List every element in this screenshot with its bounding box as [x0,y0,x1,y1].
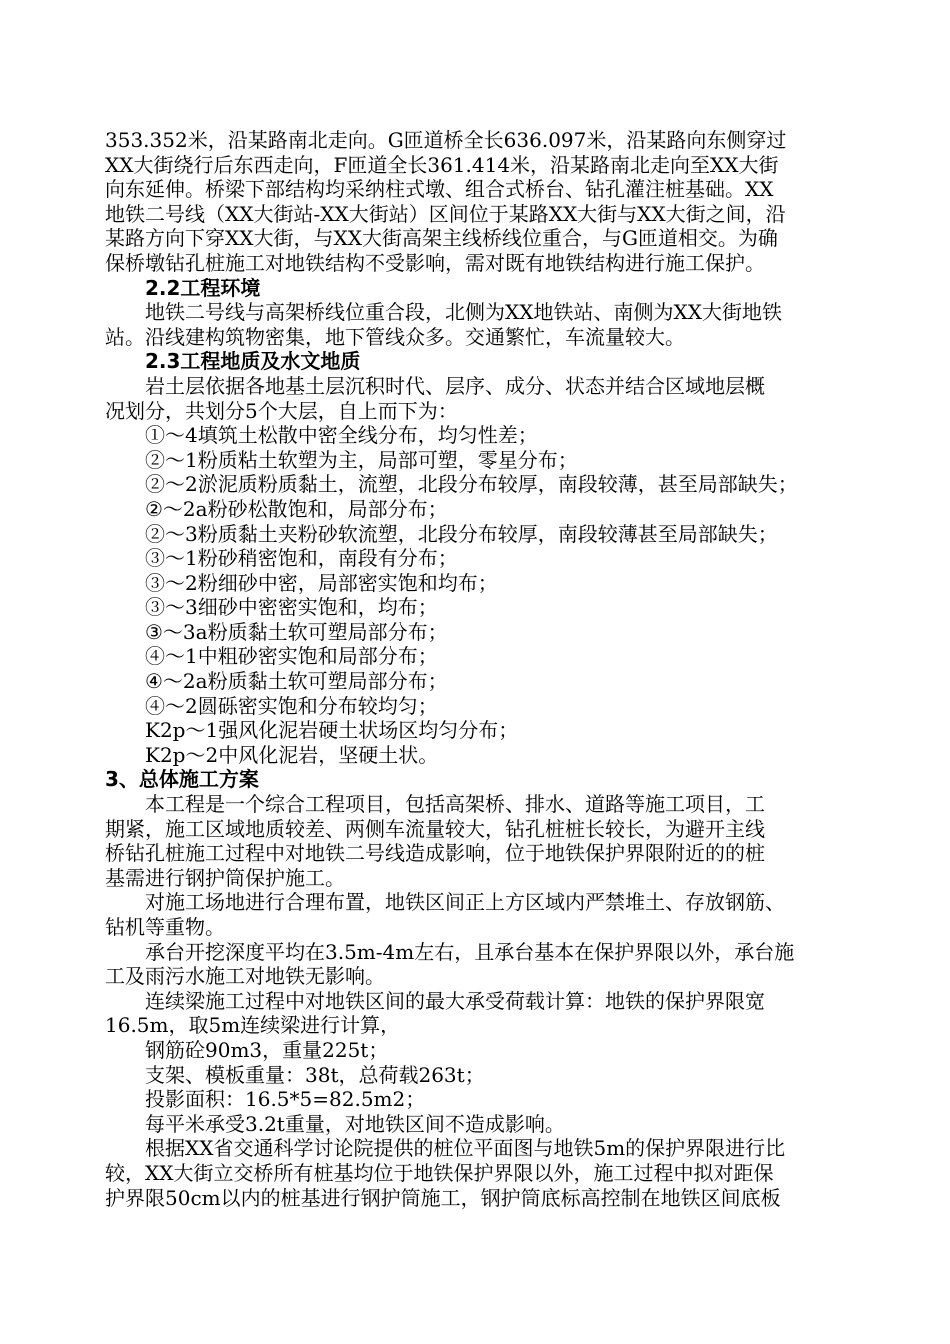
list-item: ③～3细砂中密密实饱和，均布； [145,595,438,620]
paragraph-line: 工及雨污水施工对地铁无影响。 [105,964,385,989]
paragraph-line: 投影面积：16.5*5=82.5m2； [145,1087,426,1112]
paragraph-line: 向东延伸。桥梁下部结构均采纳柱式墩、组合式桥台、钻孔灌注桩基础。XX [105,177,774,202]
list-item: ④～2a粉质黏土软可塑局部分布； [145,669,448,694]
paragraph-line: 期紧，施工区域地质较差、两侧车流量较大，钻孔桩桩长较长，为避开主线 [105,816,765,841]
paragraph-line: 对施工场地进行合理布置，地铁区间正上方区域内严禁堆土、存放钢筋、 [145,890,785,915]
paragraph-line: 每平米承受3.2t重量，对地铁区间不造成影响。 [145,1111,565,1136]
paragraph-line: 16.5m，取5m连续梁进行计算， [105,1013,401,1038]
list-item: K2p～1强风化泥岩硬土状场区均匀分布； [145,718,519,743]
section-heading: 2.2工程环境 [145,275,261,300]
section-heading: 3、总体施工方案 [105,767,259,792]
paragraph-line: XX大街绕行后东西走向，F匝道全长361.414米，沿某路南北走向至XX大街 [105,152,779,177]
paragraph-line: 基需进行钢护筒保护施工。 [105,865,345,890]
paragraph-line: 地铁二号线（XX大街站-XX大街站）区间位于某路XX大街与XX大街之间，沿 [105,201,786,226]
list-item: ②～3粉质黏土夹粉砂软流塑，北段分布较厚，南段较薄甚至局部缺失； [145,521,778,546]
paragraph-line: 地铁二号线与高架桥线位重合段，北侧为XX地铁站、南侧为XX大街地铁 [145,300,782,325]
list-item: K2p～2中风化泥岩，坚硬土状。 [145,742,439,767]
paragraph-line: 钢筋砼90m3，重量225t； [145,1037,389,1062]
section-heading: 2.3工程地质及水文地质 [145,349,361,374]
list-item: ③～3a粉质黏土软可塑局部分布； [145,619,448,644]
list-item: ④～1中粗砂密实饱和局部分布； [145,644,438,669]
list-item: ④～2圆砾密实饱和分布较均匀； [145,693,438,718]
list-item: ③～1粉砂稍密饱和，南段有分布； [145,546,458,571]
paragraph-line: 钻机等重物。 [105,915,225,939]
paragraph-line: 承台开挖深度平均在3.5m-4m左右，且承台基本在保护界限以外，承台施 [145,939,795,964]
paragraph-line: 保桥墩钻孔桩施工对地铁结构不受影响，需对既有地铁结构进行施工保护。 [105,250,765,275]
paragraph-line: 较，XX大街立交桥所有桩基均位于地铁保护界限以外，施工过程中拟对距保 [105,1160,774,1185]
paragraph-line: 连续梁施工过程中对地铁区间的最大承受荷载计算：地铁的保护界限宽 [145,988,765,1013]
paragraph-line: 桥钻孔桩施工过程中对地铁二号线造成影响，位于地铁保护界限附近的的桩 [105,841,765,866]
paragraph-line: 353.352米，沿某路南北走向。G匝道桥全长636.097米，沿某路向东侧穿过 [105,128,787,152]
paragraph-line: 支架、模板重量：38t，总荷载263t； [145,1062,485,1087]
list-item: ①～4填筑土松散中密全线分布，均匀性差； [145,423,538,448]
paragraph-line: 某路方向下穿XX大街，与XX大街高架主线桥线位重合，与G匝道相交。为确 [105,226,778,251]
paragraph-line: 根据XX省交通科学讨论院提供的桩位平面图与地铁5m的保护界限进行比 [145,1136,786,1161]
list-item: ③～2粉细砂中密，局部密实饱和均布； [145,570,498,595]
document-body [105,128,865,1210]
list-item: ②～2a粉砂松散饱和，局部分布； [145,496,448,521]
paragraph-line: 本工程是一个综合工程项目，包括高架桥、排水、道路等施工项目，工 [145,792,765,817]
list-item: ②～1粉质粘土软塑为主，局部可塑，零星分布； [145,447,578,472]
paragraph-line: 站。沿线建构筑物密集，地下管线众多。交通繁忙，车流量较大。 [105,324,685,349]
paragraph-line: 岩土层依据各地基土层沉积时代、层序、成分、状态并结合区域地层概 [145,373,765,398]
paragraph-line: 护界限50cm以内的桩基进行钢护筒施工，钢护筒底标高控制在地铁区间底板 [105,1185,781,1210]
paragraph-line: 况划分，共划分5个大层，自上而下为： [105,398,458,423]
list-item: ②～2淤泥质粉质黏土，流塑，北段分布较厚，南段较薄，甚至局部缺失； [145,472,798,497]
